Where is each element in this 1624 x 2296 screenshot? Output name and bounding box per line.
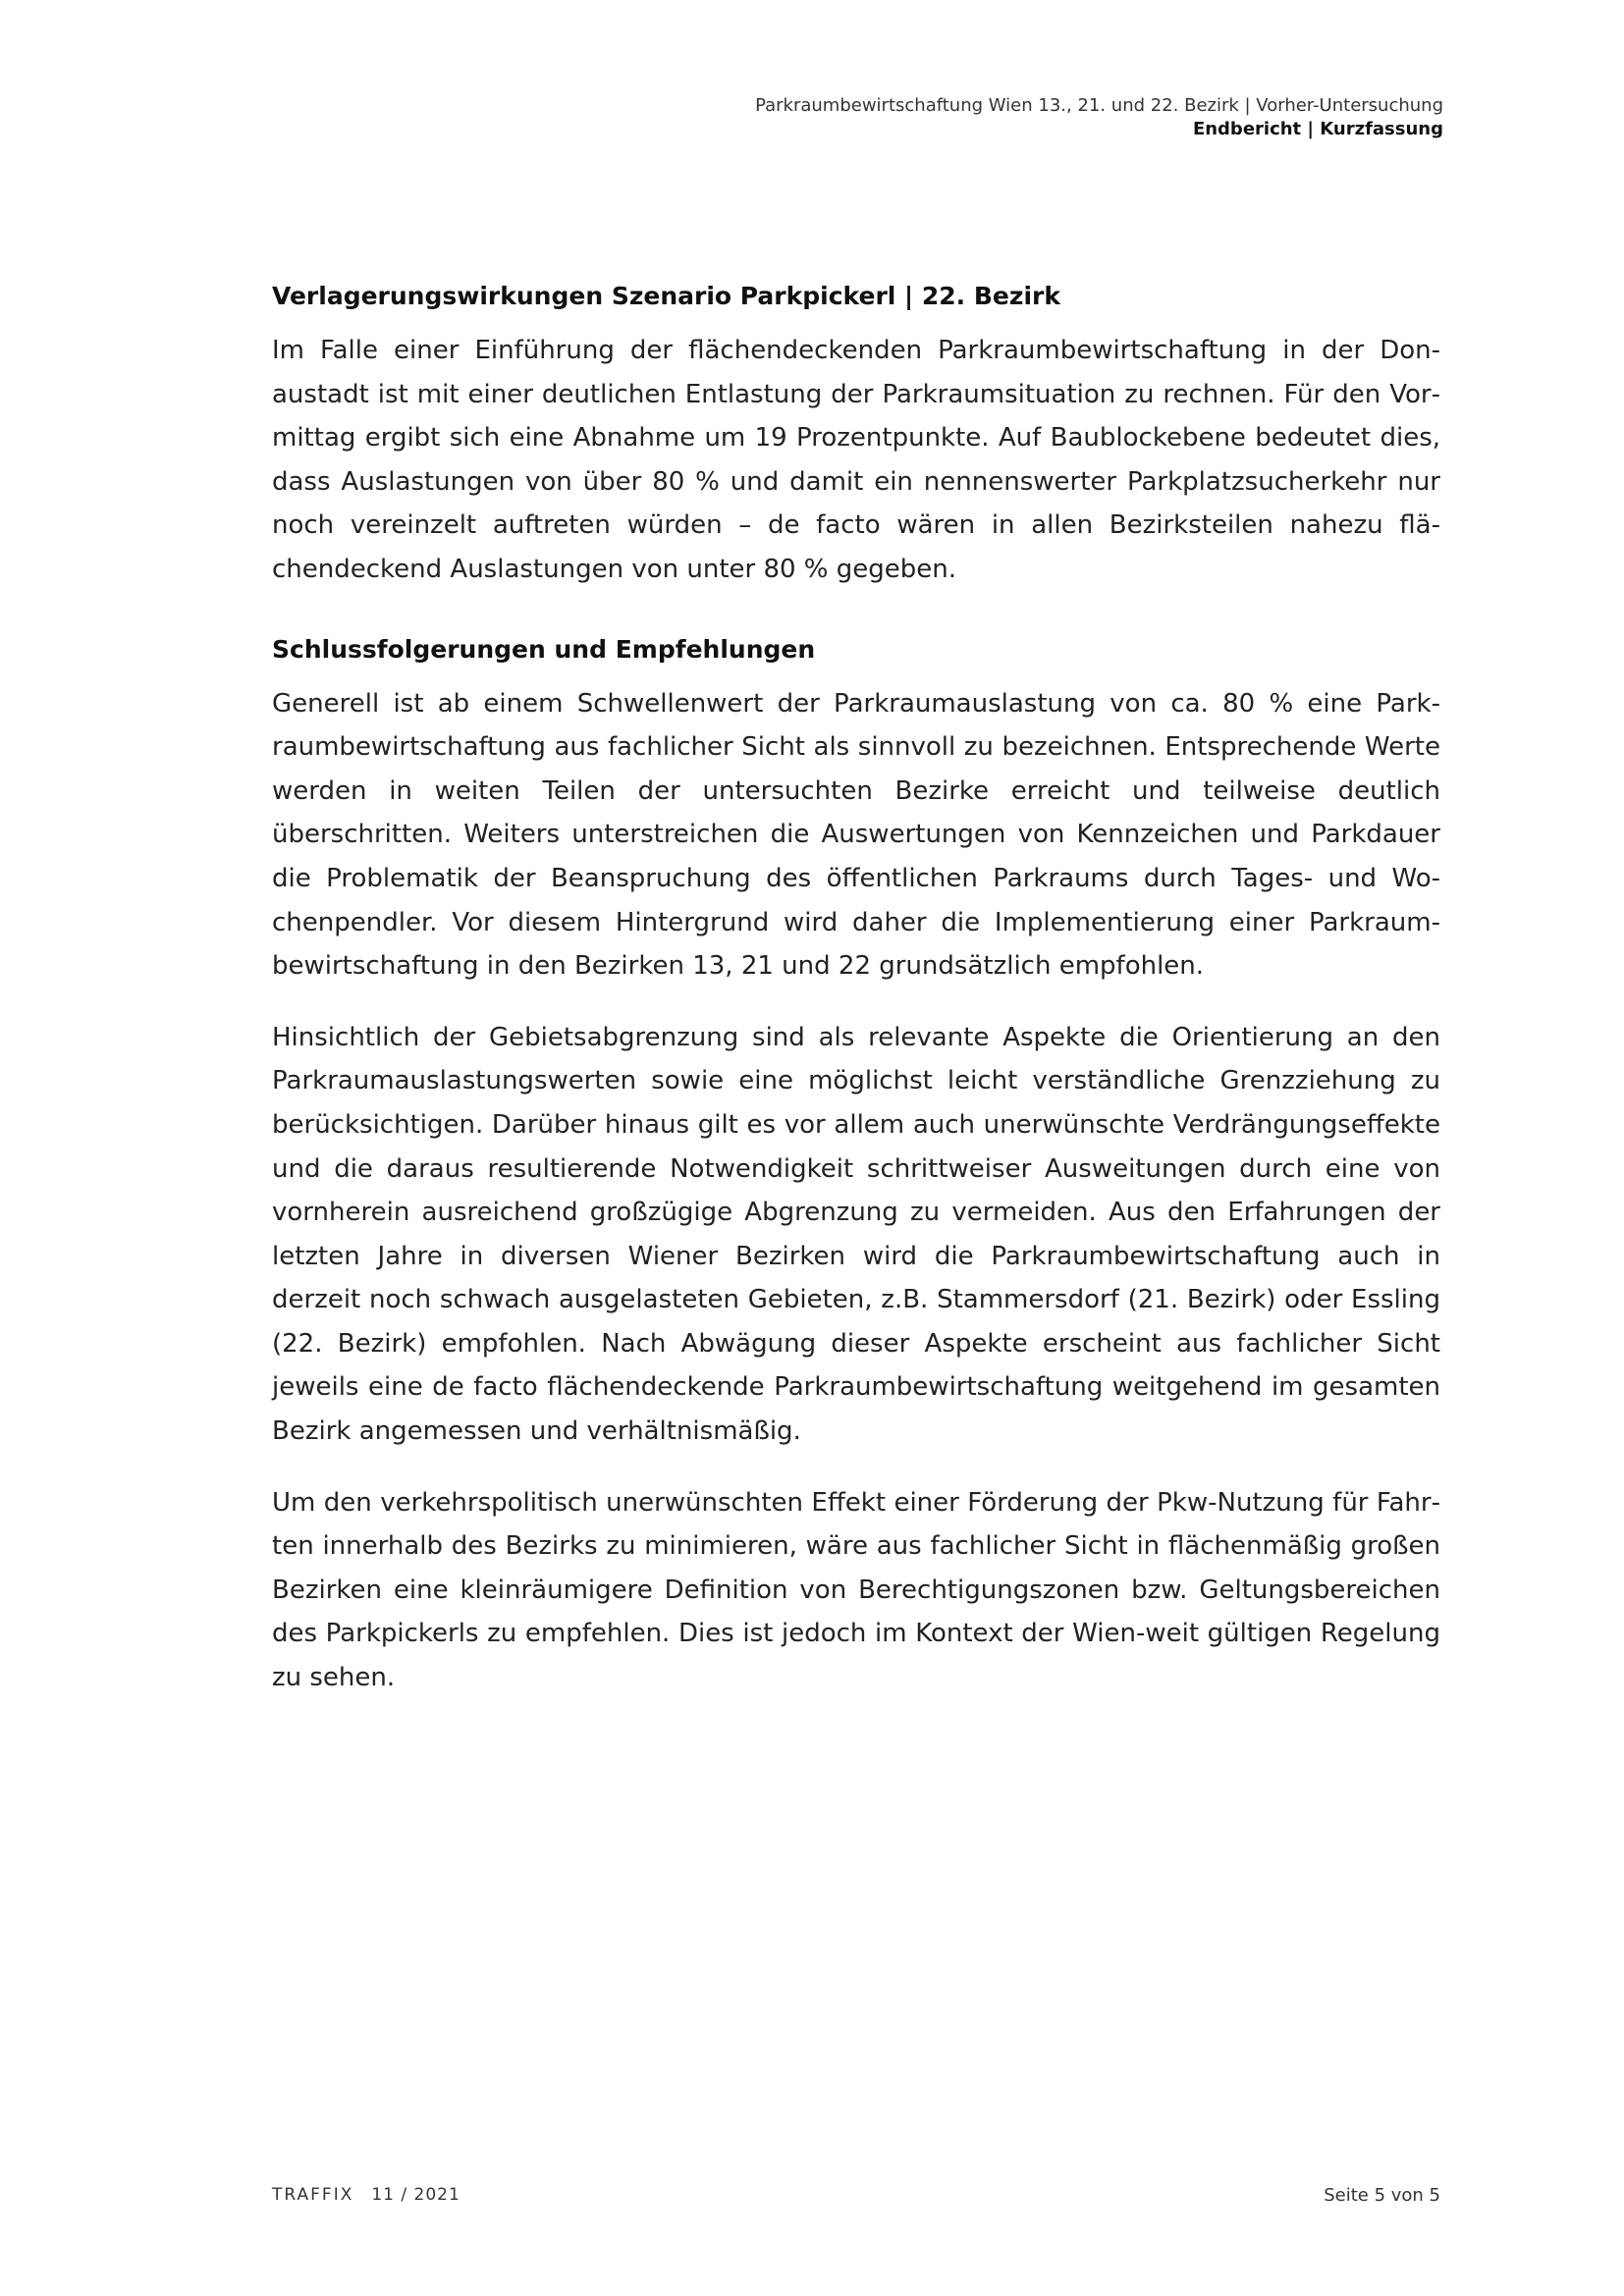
document-body [272,278,1440,1728]
running-header [461,94,1443,141]
header-subtitle: Endbericht | Kurzfassung [1192,119,1443,139]
paragraph: Um den verkehrspolitisch unerwünschten Effekt einer Förderung der Pkw-Nutzung für Fahrten innerhalb des Bezirks zu minimieren, wäre aus fachlicher Sicht in flächenmäßig großen Bezirken eine kleinräumigere Definition von Berechtigungszonen bzw. Geltungsbereichen des Parkpickerls zu empfehlen. Dies ist jedoch im Kontext der Wien-weit gültigen Regelung zu sehen. [272,1487,1440,1693]
paragraph: Generell ist ab einem Schwellenwert der Parkraumauslastung von ca. 80 % eine Parkraumbewirtschaftung aus fachlicher Sicht als sinnvoll zu bezeichnen. Entsprechende Werte werden in weiten Teilen der untersuchten Bezirke erreicht und teilweise deutlich überschritten. Weiters unterstreichen die Auswertungen von Kennzeichen und Parkdauer die Problematik der Beanspruchung des öffentlichen Parkraums durch Tages- und Wochenpendler. Vor diesem Hintergrund wird daher die Implementierung einer Parkraumbewirtschaftung in den Bezirken 13, 21 und 22 grundsätzlich empfohlen. [272,688,1440,982]
footer-date: 11 / 2021 [371,2185,460,2205]
paragraph: Im Falle einer Einführung der flächendeckenden Parkraumbewirtschaftung in der Donaustadt ist mit einer deutlichen Entlastung der Parkraumsituation zu rechnen. Für den Vormittag ergibt sich eine Abnahme um 19 Prozentpunkte. Auf Baublockebene bedeutet dies, dass Auslastungen von über 80 % und damit ein nennenswerter Parkplatzsucherkehr nur noch vereinzelt auftreten würden – de facto wären in allen Bezirksteilen nahezu flächendeckend Auslastungen von unter 80 % gegeben. [272,336,1440,584]
section-heading-schlussfolgerungen: Schlussfolgerungen und Empfehlungen [272,634,816,664]
footer-left [272,2185,460,2205]
section-heading-verlagerungswirkungen: Verlagerungswirkungen Szenario Parkpickerl | 22. Bezirk [272,282,1060,310]
footer-brand: TRAFFIX [272,2185,354,2205]
page-number: Seite 5 von 5 [1324,2185,1440,2206]
paragraph: Hinsichtlich der Gebietsabgrenzung sind als relevante Aspekte die Orientierung an den Parkraumauslastungswerten sowie eine möglichst leicht verständliche Grenzziehung zu berücksichtigen. Darüber hinaus gilt es vor allem auch unerwünschte Verdrängungseffekte und die daraus resultierende Notwendigkeit schrittweiser Ausweitungen durch eine von vornherein ausreichend großzügige Abgrenzung zu vermeiden. Aus den Erfahrungen der letzten Jahre in diversen Wiener Bezirken wird die Parkraumbewirtschaftung auch in derzeit noch schwach ausgelasteten Gebieten, z.B. Stammersdorf (21. Bezirk) oder Essling (22. Bezirk) empfohlen. Nach Abwägung dieser Aspekte erscheint aus fachlicher Sicht jeweils eine de facto flächendeckende Parkraumbewirtschaftung weitgehend im gesamten Bezirk angemessen und verhältnismäßig. [272,1022,1440,1447]
header-title: Parkraumbewirtschaftung Wien 13., 21. und 22. Bezirk | Vorher-Untersuchung [755,95,1443,116]
